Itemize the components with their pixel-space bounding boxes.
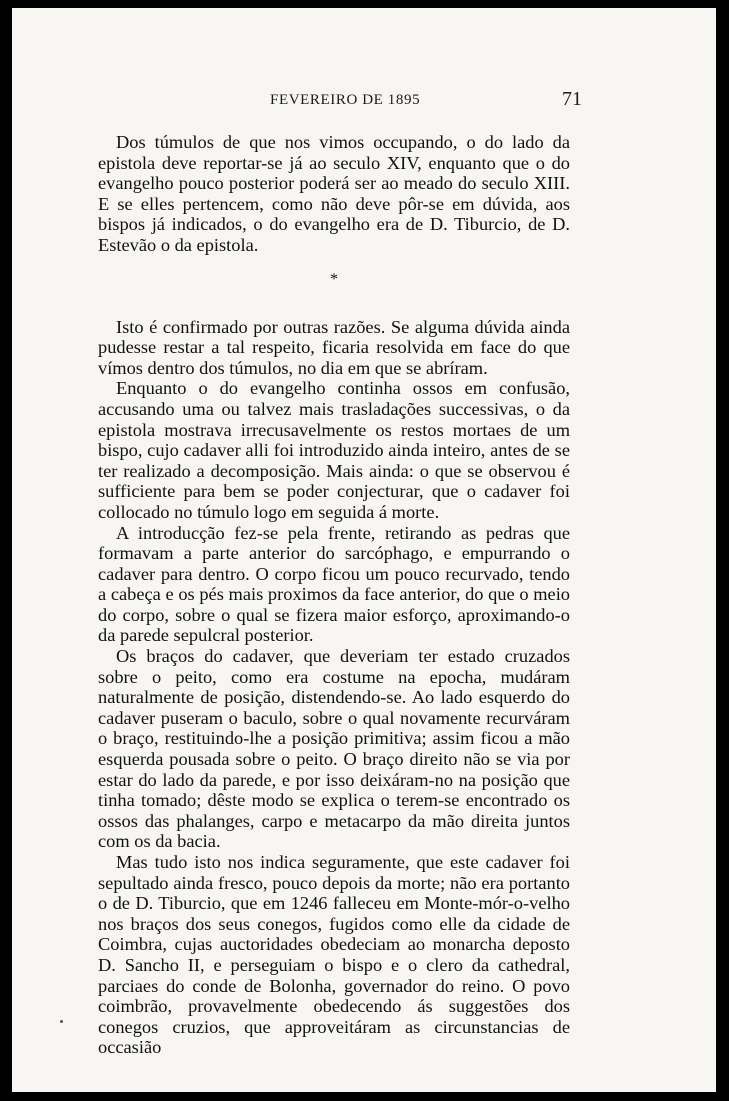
body-text — [98, 132, 570, 1058]
running-header — [102, 86, 582, 116]
paragraph: Mas tudo isto nos indica seguramente, que este cadaver foi sepultado ainda fresco, pouco depois da morte; não era portanto o de D. Tiburcio, que em 1246 falleceu em Monte-mór-o-velho nos braços dos seus conegos, fugidos como elle da cidade de Coimbra, cujas auctoridades obedeciam ao monarcha deposto D. Sancho II, e perseguiam o bispo e o clero da cathedral, parciaes do conde de Bolonha, governador do reino. O povo coimbrão, provavelmente obedecendo ás suggestões dos conegos cruzios, que approveitáram as circunstancias de occasião — [98, 852, 570, 1058]
paragraph: A introducção fez-se pela frente, retirando as pedras que formavam a parte anterior do sarcóphago, e empurrando o cadaver para dentro. O corpo ficou um pouco recurvado, tendo a cabeça e os pés mais proximos da face anterior, do que o meio do corpo, sobre o qual se fizera maior esforço, aproximando-o da parede sepulcral posterior. — [98, 522, 570, 646]
running-title: FEVEREIRO DE 1895 — [270, 92, 421, 108]
paragraph: Os braços do cadaver, que deveriam ter estado cruzados sobre o peito, como era costume na epocha, mudáram naturalmente de posição, distendendo-se. Ao lado esquerdo do cadaver puseram o baculo, sobre o qual novamente recurváram o braço, restituindo-lhe a posição primitiva; assim ficou a mão esquerda pousada sobre o peito. O braço direito não se via por estar do lado da parede, e por isso deixáram-no na posição que tinha tomado; dêste modo se explica o terem-se encontrado os ossos das phalanges, carpo e metacarpo da mão direita juntos com os da bacia. — [98, 646, 570, 852]
ink-speck — [60, 1020, 63, 1023]
page-number: 71 — [562, 88, 582, 110]
paragraph: Enquanto o do evangelho continha ossos em confusão, accusando uma ou talvez mais trasladações successivas, o da epistola mostrava irrecusavelmente os restos mortaes de um bispo, cujo cadaver alli foi introduzido ainda inteiro, antes de se ter realizado a decomposição. Mais ainda: o que se observou é sufficiente para bem se poder conjecturar, que o cadaver foi collocado no túmulo logo em seguida á morte. — [98, 378, 570, 522]
paragraph: Dos túmulos de que nos vimos occupando, o do lado da epistola deve reportar-se já ao seculo XIV, enquanto que o do evangelho pouco posterior poderá ser ao meado do seculo XIII. E se elles pertencem, como não deve pôr-se em dúvida, aos bispos já indicados, o do evangelho era de D. Tiburcio, de D. Estevão o da epistola. — [98, 132, 570, 255]
book-page — [12, 8, 716, 1092]
section-separator: * — [330, 270, 338, 288]
paragraph: Isto é confirmado por outras razões. Se alguma dúvida ainda pudesse restar a tal respeito, ficaria resolvida em face do que vímos dentro dos túmulos, no dia em que se abríram. — [98, 316, 570, 378]
